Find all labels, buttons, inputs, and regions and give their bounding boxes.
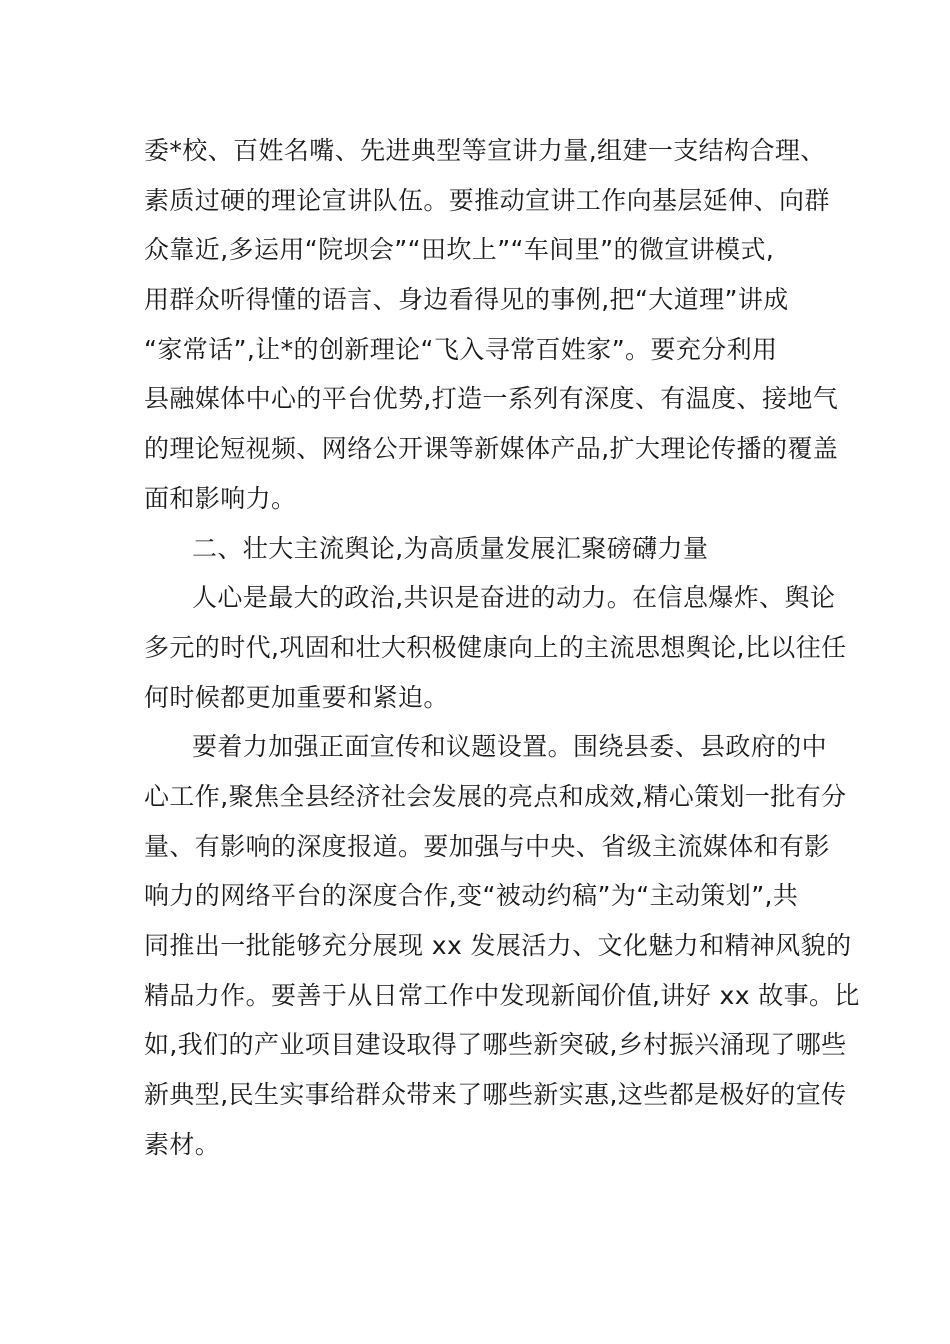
- text-line: 响力的网络平台的深度合作,变“被动约稿”为“主动策划”,共: [144, 881, 799, 911]
- text-line: 多元的时代,巩固和壮大积极健康向上的主流思想舆论,比以往任: [144, 632, 847, 662]
- text-line: 精品力作。要善于从日常工作中发现新闻价值,讲好 xx 故事。比: [144, 980, 860, 1010]
- text-line: 用群众听得懂的语言、身边看得见的事例,把“大道理”讲成: [144, 285, 789, 315]
- text-line: 素质过硬的理论宣讲队伍。要推动宣讲工作向基层延伸、向群: [144, 185, 830, 215]
- text-line: 面和影响力。: [144, 483, 297, 513]
- text-line: 的理论短视频、网络公开课等新媒体产品,扩大理论传播的覆盖: [144, 434, 839, 464]
- text-line: 要着力加强正面宣传和议题设置。围绕县委、县政府的中: [192, 732, 828, 762]
- text-line: “家常话”,让*的创新理论“飞入寻常百姓家”。要充分利用: [144, 334, 778, 364]
- paragraph-public-opinion: [144, 573, 847, 722]
- text-line: 心工作,聚焦全县经济社会发展的亮点和成效,精心策划一批有分: [144, 781, 847, 811]
- text-line: 委*校、百姓名嘴、先进典型等宣讲力量,组建一支结构合理、: [144, 136, 826, 165]
- text-line: 众靠近,多运用“院坝会”“田坎上”“车间里”的微宣讲模式,: [144, 235, 775, 265]
- paragraph-propaganda-team: [144, 126, 839, 524]
- text-line: 县融媒体中心的平台优势,打造一系列有深度、有温度、接地气: [144, 384, 839, 414]
- text-line: 人心是最大的政治,共识是奋进的动力。在信息爆炸、舆论: [192, 583, 836, 613]
- text-line: 新典型,民生实事给群众带来了哪些新实惠,这些都是极好的宣传: [144, 1080, 847, 1110]
- text-line: 素材。: [144, 1129, 221, 1159]
- text-line: 如,我们的产业项目建设取得了哪些新突破,乡村振兴涌现了哪些: [144, 1030, 847, 1060]
- paragraph-positive-publicity: [144, 722, 860, 1169]
- document-body: [144, 126, 860, 1169]
- section-heading: [144, 524, 824, 574]
- section-heading-text: 二、壮大主流舆论,为高质量发展汇聚磅礴力量: [192, 533, 709, 563]
- text-line: 何时候都更加重要和紧迫。: [144, 682, 449, 712]
- text-line: 量、有影响的深度报道。要加强与中央、省级主流媒体和有影: [144, 831, 830, 861]
- text-line: 同推出一批能够充分展现 xx 发展活力、文化魅力和精神风貌的: [144, 931, 852, 960]
